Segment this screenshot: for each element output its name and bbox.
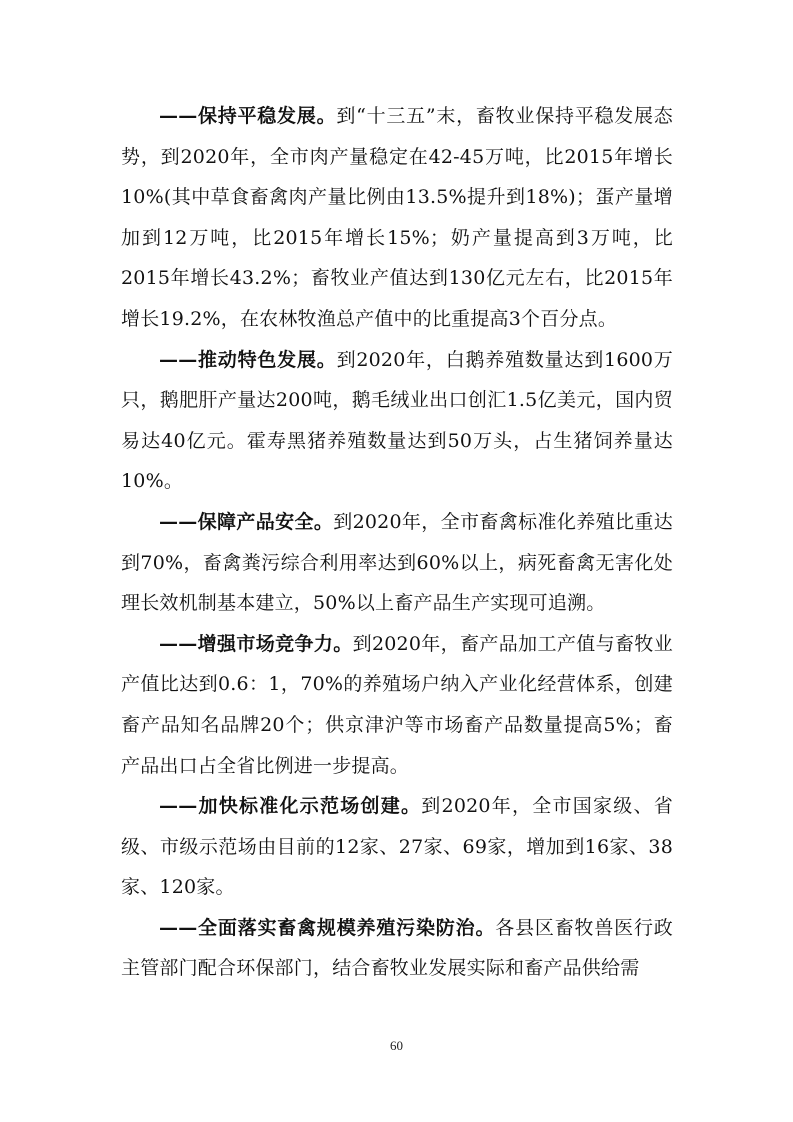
paragraph-heading: ——推动特色发展。 xyxy=(159,348,337,371)
paragraph-text: 到2020年，全市国家级、省级、市级示范场由目前的12家、27家、69家，增加到16家、38家、120家。 xyxy=(121,795,673,899)
paragraph-market-competitiveness xyxy=(121,624,673,786)
paragraph-heading: ——增强市场竞争力。 xyxy=(159,632,353,655)
paragraph-heading: ——保持平稳发展。 xyxy=(159,105,337,127)
paragraph-heading: ——保障产品安全。 xyxy=(159,510,334,533)
paragraph-text: 到“十三五”末，畜牧业保持平稳发展态势，到2020年，全市肉产量稳定在42-45万吨，比2015年增长10%(其中草食畜禽肉产量比例由13.5%提升到18%)；蛋产量增加到12万吨，比2015年增长15%；奶产量提高到3万吨，比2015年增长43.2%；畜牧业产值达到130亿元左右，比2015年增长19.2%，在农林牧渔总产值中的比重提高3个百分点。 xyxy=(121,105,673,330)
paragraph-heading: ——全面落实畜禽规模养殖污染防治。 xyxy=(159,916,496,939)
paragraph-featured-development xyxy=(121,340,673,502)
paragraph-text: 到2020年，全市畜禽标准化养殖比重达到70%，畜禽粪污综合利用率达到60%以上，病死畜禽无害化处理长效机制基本建立，50%以上畜产品生产实现可追溯。 xyxy=(121,510,673,615)
paragraph-demonstration-farms xyxy=(121,786,673,908)
paragraph-text: 到2020年，白鹅养殖数量达到1600万只，鹅肥肝产量达200吨，鹅毛绒业出口创汇1.5亿美元，国内贸易达40亿元。霍寿黑猪养殖数量达到50万头，占生猪饲养量达10%。 xyxy=(121,348,673,493)
paragraph-text: 到2020年，畜产品加工产值与畜牧业产值比达到0.6：1，70%的养殖场户纳入产业化经营体系，创建畜产品知名品牌20个；供京津沪等市场畜产品数量提高5%；畜产品出口占全省比例进一步提高。 xyxy=(121,632,673,777)
document-body xyxy=(121,96,673,989)
paragraph-stable-development xyxy=(121,96,673,340)
paragraph-pollution-prevention xyxy=(121,908,673,989)
paragraph-text: 各县区畜牧兽医行政主管部门配合环保部门，结合畜牧业发展实际和畜产品供给需 xyxy=(121,916,673,980)
paragraph-product-safety xyxy=(121,502,673,624)
page-number: 60 xyxy=(390,1038,403,1053)
paragraph-heading: ——加快标准化示范场创建。 xyxy=(159,795,422,818)
